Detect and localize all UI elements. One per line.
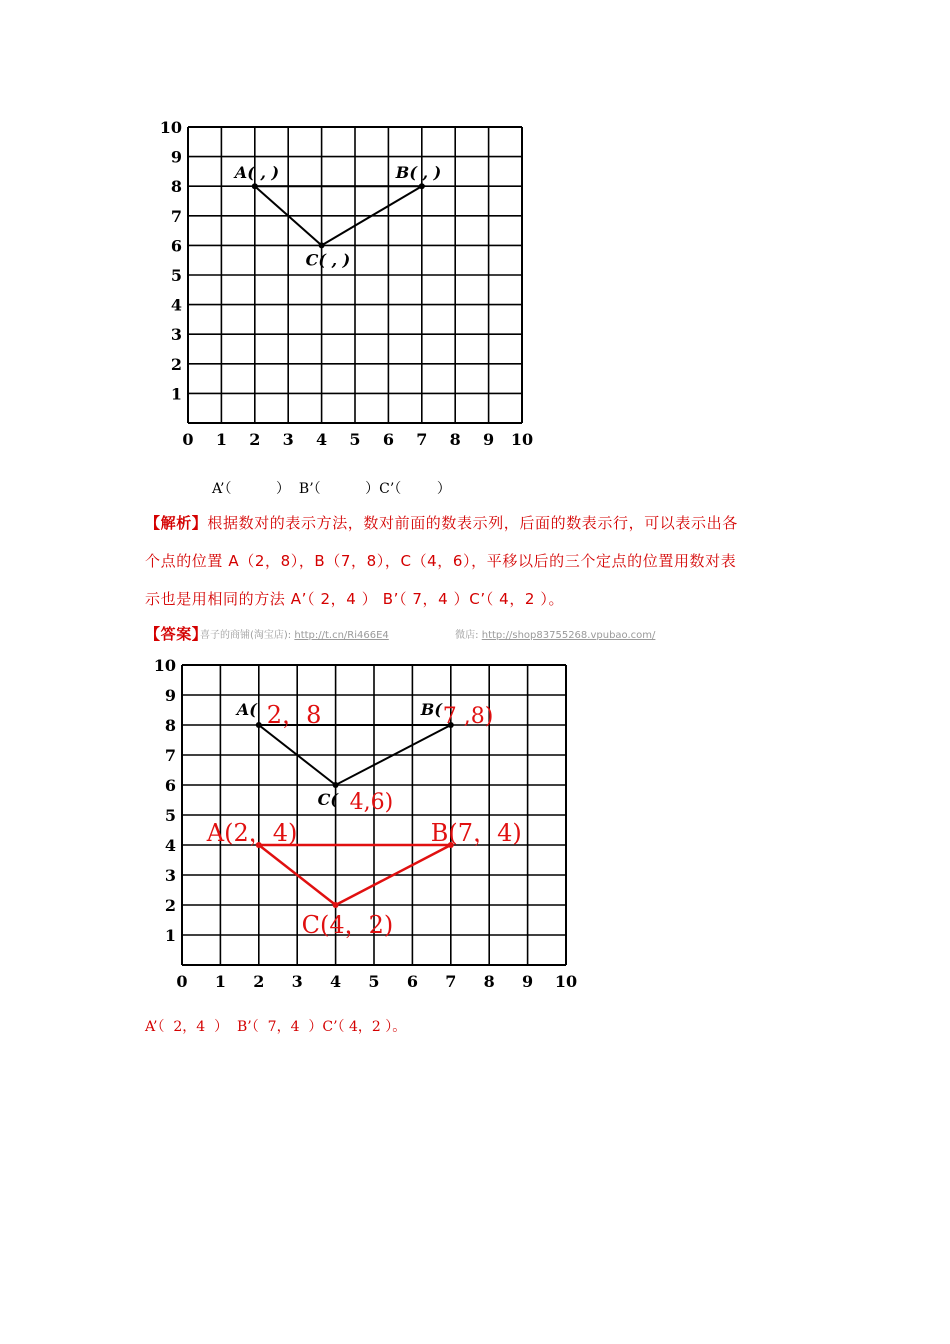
analysis-text-1: 根据数对的表示方法，数对前面的数表示列，后面的数表示行，可以表示出各 bbox=[207, 514, 738, 532]
x-tick-label: 9 bbox=[483, 430, 495, 449]
x-tick-label: 7 bbox=[445, 972, 457, 991]
y-tick-label: 5 bbox=[164, 806, 176, 825]
question-blank-line: A’（ ） B’（ ）C’（ ） bbox=[212, 481, 451, 497]
y-tick-label: 3 bbox=[164, 866, 176, 885]
data-point bbox=[333, 782, 339, 788]
x-tick-label: 8 bbox=[483, 972, 495, 991]
y-tick-label: 9 bbox=[164, 686, 176, 705]
label-B-prime: B(7，4) bbox=[430, 819, 522, 847]
final-answer: A’（ 2，4 ） B’（ 7，4 ）C’（ 4，2 ）。 bbox=[145, 1019, 407, 1035]
analysis-line-2: 个点的位置 A（2，8），B（7，8），C（4，6），平移以后的三个定点的位置用数对表 bbox=[145, 552, 737, 570]
y-tick-label: 4 bbox=[170, 295, 182, 315]
y-tick-label: 3 bbox=[170, 325, 182, 345]
x-tick-label: 6 bbox=[382, 430, 394, 449]
analysis-line-1 bbox=[145, 512, 738, 533]
y-tick-label: 7 bbox=[164, 746, 176, 765]
label-B-prefix: B( bbox=[420, 700, 442, 719]
data-point bbox=[252, 183, 258, 189]
y-tick-label: 10 bbox=[159, 118, 182, 137]
answer-coordinate-grid bbox=[140, 650, 600, 1000]
x-tick-label: 6 bbox=[406, 972, 418, 991]
x-tick-label: 10 bbox=[510, 430, 534, 449]
data-point bbox=[256, 722, 262, 728]
y-tick-label: 5 bbox=[170, 266, 182, 285]
x-tick-label: 1 bbox=[215, 430, 227, 449]
y-tick-label: 7 bbox=[170, 206, 182, 226]
label-A-prefix: A( bbox=[236, 700, 257, 719]
y-tick-label: 8 bbox=[164, 716, 176, 735]
x-tick-label: 9 bbox=[522, 972, 534, 991]
y-tick-label: 2 bbox=[164, 896, 176, 915]
data-point bbox=[319, 242, 325, 248]
x-tick-label: 3 bbox=[282, 430, 294, 449]
y-tick-label: 1 bbox=[170, 384, 182, 404]
label-C-prime: C(4，2) bbox=[301, 911, 394, 939]
label-A: A( , ) bbox=[234, 163, 280, 183]
data-point bbox=[419, 183, 425, 189]
watermark-wd: 微店: bbox=[455, 630, 479, 641]
watermark bbox=[200, 626, 655, 641]
x-tick-label: 3 bbox=[291, 972, 303, 991]
y-tick-label: 8 bbox=[170, 177, 182, 197]
analysis-line-3: 示也是用相同的方法 A’（ 2，4 ） B’（ 7，4 ）C’（ 4，2 ）。 bbox=[145, 590, 565, 608]
answer-tag: 【答案】 bbox=[145, 625, 208, 643]
y-tick-label: 6 bbox=[164, 776, 176, 795]
x-tick-label: 4 bbox=[316, 430, 328, 449]
y-tick-label: 6 bbox=[170, 236, 182, 256]
x-tick-label: 2 bbox=[253, 972, 265, 991]
label-B: B( , ) bbox=[395, 163, 442, 183]
watermark-link-2[interactable]: http://shop83755268.vpubao.com/ bbox=[481, 630, 656, 641]
y-tick-label: 9 bbox=[170, 147, 182, 167]
y-tick-label: 2 bbox=[170, 354, 182, 374]
answer-line bbox=[145, 623, 207, 644]
watermark-link-1[interactable]: http://t.cn/Ri466E4 bbox=[294, 630, 389, 641]
label-A-values: 2，8 bbox=[266, 701, 322, 729]
label-C-values: 4,6) bbox=[349, 790, 394, 815]
x-tick-label: 2 bbox=[249, 430, 261, 449]
label-C-prefix: C( bbox=[317, 790, 338, 809]
label-C: C( , ) bbox=[305, 250, 351, 270]
x-tick-label: 5 bbox=[349, 430, 361, 449]
x-tick-label: 1 bbox=[214, 972, 226, 991]
question-coordinate-grid bbox=[150, 115, 550, 460]
y-tick-label: 1 bbox=[164, 926, 176, 945]
y-tick-label: 10 bbox=[153, 656, 176, 675]
data-point bbox=[333, 902, 339, 908]
x-tick-label: 4 bbox=[330, 972, 342, 991]
x-tick-label: 0 bbox=[176, 972, 188, 991]
x-tick-label: 0 bbox=[182, 430, 194, 449]
label-A-prime: A(2，4) bbox=[206, 819, 298, 847]
x-tick-label: 8 bbox=[449, 430, 461, 449]
x-tick-label: 7 bbox=[416, 430, 428, 449]
x-tick-label: 5 bbox=[368, 972, 380, 991]
analysis-tag: 【解析】 bbox=[145, 514, 208, 532]
x-tick-label: 10 bbox=[554, 972, 578, 991]
y-tick-label: 4 bbox=[164, 836, 176, 855]
label-B-values: 7 ,8) bbox=[442, 704, 494, 729]
watermark-shop: 喜子的商铺(淘宝店): bbox=[200, 630, 292, 641]
